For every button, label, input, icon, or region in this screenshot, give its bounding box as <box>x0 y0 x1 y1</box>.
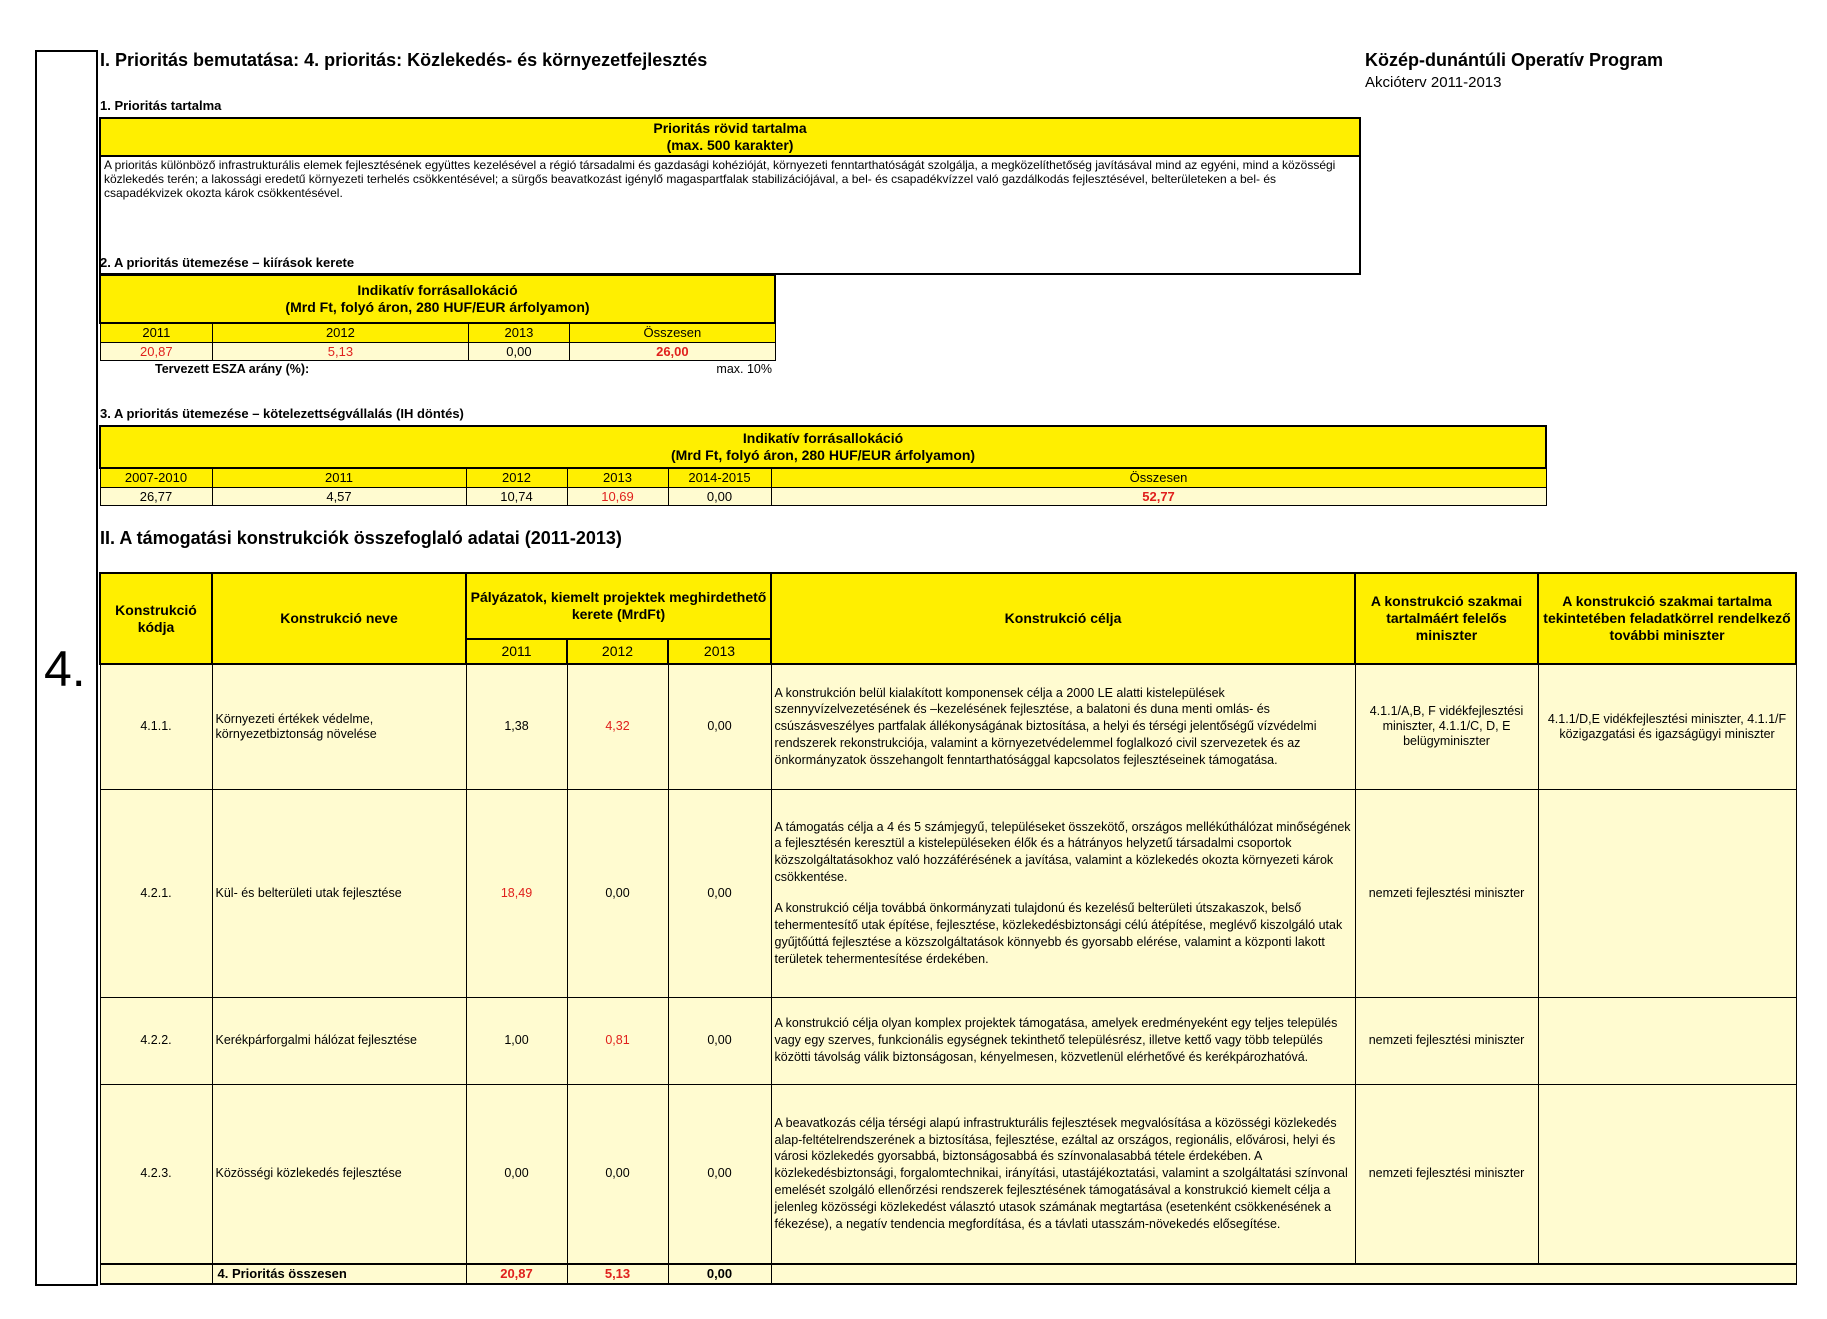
row-2012: 0,81 <box>567 997 668 1084</box>
commit-val-2007-2010: 26,77 <box>100 487 212 506</box>
row-2013: 0,00 <box>668 664 771 789</box>
col-header-name: Konstrukció neve <box>212 573 466 664</box>
call-val-2012: 5,13 <box>213 342 469 361</box>
col-header-budget: Pályázatok, kiemelt projektek meghirdethető kerete (MrdFt) <box>466 573 771 639</box>
row-code: 4.2.3. <box>100 1084 212 1264</box>
commit-val-2014-2015: 0,00 <box>668 487 771 506</box>
table-row <box>100 789 1796 997</box>
col-header-2013: 2013 <box>668 639 771 664</box>
commitment-header-line2: (Mrd Ft, folyó áron, 280 HUF/EUR árfolyamon) <box>670 447 976 463</box>
commitment-schedule-table <box>99 425 1547 506</box>
row-code: 4.1.1. <box>100 664 212 789</box>
commit-col-2012: 2012 <box>466 468 567 487</box>
col-header-other-minister: A konstrukció szakmai tartalma tekintetében feladatkörrel rendelkező további miniszter <box>1538 573 1796 664</box>
commit-col-2007-2010: 2007-2010 <box>100 468 212 487</box>
row-2011: 1,38 <box>466 664 567 789</box>
row-2011: 0,00 <box>466 1084 567 1264</box>
priority-content-body: A prioritás különböző infrastrukturális elemek fejlesztésének együttes kezelésével a régió társadalmi és gazdasági kohézióját, környezeti fenntarthatóságát szolgálja, a megközelíthetőség javításával mind az egyéni, mind a közösségi közlekedés terén; a lakossági eredetű környezeti terhelés csökkentésével; a sürgős beavatkozást igénylő magaspartfalak stabilizációjával, a bel- és csapadékvízzel való gazdálkodás fejlesztésével, belterületeken a bel- és csapadékvizek okozta károk csökkentésével. <box>100 156 1360 274</box>
priority-content-header <box>100 118 1360 156</box>
total-empty <box>100 1264 212 1284</box>
col-header-goal: Konstrukció célja <box>771 573 1355 664</box>
row-goal: A beavatkozás célja térségi alapú infrastrukturális fejlesztések megvalósítása a közösségi közlekedés alap-feltételrendszerének a biztosítása, fejlesztése, ezáltal az országos, regionális, elővárosi, helyi és városi közlekedés gyorsabbá, biztonságosabbá és színvonalasabbá tétele érdekében. A közlekedésbiztonsági, forgalomtechnikai, irányítási, utastájékoztatási, valamint a szolgáltatási színvonal emelését szolgáló ellenőrzési rendszerek fejlesztésének támogatásával a konstrukció kiemelt célja a jelenleg közösségi közlekedést választó utasok számának megtartása (esetenként csökkenésének a fékezése), a negatív tendencia megfordítása, és a távlati utasszám-növekedés elősegítése. <box>771 1084 1355 1264</box>
row-2013: 0,00 <box>668 1084 771 1264</box>
call-schedule-header <box>100 275 775 323</box>
row-2012: 0,00 <box>567 789 668 997</box>
row-2012: 4,32 <box>567 664 668 789</box>
row-minister: nemzeti fejlesztési miniszter <box>1355 997 1538 1084</box>
row-minister: nemzeti fejlesztési miniszter <box>1355 789 1538 997</box>
commit-val-2012: 10,74 <box>466 487 567 506</box>
part2-title: II. A támogatási konstrukciók összefoglaló adatai (2011-2013) <box>100 528 622 548</box>
row-2012: 0,00 <box>567 1084 668 1264</box>
commit-col-total: Összesen <box>771 468 1546 487</box>
total-2011: 20,87 <box>466 1264 567 1284</box>
call-col-2011: 2011 <box>100 323 213 342</box>
commit-val-total: 52,77 <box>771 487 1546 506</box>
call-col-2013: 2013 <box>468 323 570 342</box>
call-val-total: 26,00 <box>570 342 775 361</box>
row-goal-paragraph-1: A támogatás célja a 4 és 5 számjegyű, településeket összekötő, országos mellékúthálózat minőségének a fejlesztésén keresztül a kistelepüléseken élők és a hátrányos helyzetű társadalmi csoportok közszolgáltatásokhoz való hozzáférésének a javítása, valamint a közlekedés okozta környezeti károk csökkentése. <box>774 819 1351 885</box>
row-goal-paragraph-2: A konstrukció célja továbbá önkormányzati tulajdonú és kezelésű belterületi útszakaszok, belső tehermentesítő utak építése, fejlesztése, közlekedésbiztonsági célú átépítése, meglévő kiszolgáló utak gyűjtőúttá fejlesztése a közszolgáltatások könnyebb és gyorsabb elérése, valamint a központi lakott területek tehermentesítése érdekében. <box>774 901 1343 966</box>
commit-val-2013: 10,69 <box>567 487 668 506</box>
total-row <box>100 1264 1796 1284</box>
call-val-2013: 0,00 <box>468 342 570 361</box>
commit-col-2014-2015: 2014-2015 <box>668 468 771 487</box>
row-goal <box>771 789 1355 997</box>
priority-content-header-line1: Prioritás rövid tartalma <box>653 120 807 136</box>
total-2013: 0,00 <box>668 1264 771 1284</box>
total-2012: 5,13 <box>567 1264 668 1284</box>
section3-label: 3. A prioritás ütemezése – kötelezettségvállalás (IH döntés) <box>100 406 464 421</box>
call-col-2012: 2012 <box>213 323 469 342</box>
commitment-header-line1: Indikatív forrásallokáció <box>742 430 904 447</box>
commit-col-2011: 2011 <box>212 468 466 487</box>
col-header-minister: A konstrukció szakmai tartalmáért felelős miniszter <box>1355 573 1538 664</box>
table-row <box>100 664 1796 789</box>
row-other-minister: 4.1.1/D,E vidékfejlesztési miniszter, 4.1.1/F közigazgatási és igazságügyi miniszter <box>1538 664 1796 789</box>
program-subtitle: Akcióterv 2011-2013 <box>1365 74 1502 91</box>
row-minister: 4.1.1/A,B, F vidékfejlesztési miniszter, 4.1.1/C, D, E belügyminiszter <box>1355 664 1538 789</box>
row-name: Környezeti értékek védelme, környezetbiztonság növelése <box>212 664 466 789</box>
call-schedule-header-line1: Indikatív forrásallokáció <box>357 282 518 299</box>
commitment-header <box>100 426 1546 468</box>
row-2011: 1,00 <box>466 997 567 1084</box>
priority-content-table <box>99 117 1361 275</box>
row-2011: 18,49 <box>466 789 567 997</box>
side-number: 4. <box>44 641 86 697</box>
col-header-2011: 2011 <box>466 639 567 664</box>
total-filler <box>771 1264 1796 1284</box>
call-schedule-table <box>99 274 776 378</box>
table-row <box>100 1084 1796 1264</box>
call-val-2011: 20,87 <box>100 342 213 361</box>
total-label: 4. Prioritás összesen <box>212 1264 466 1284</box>
section2-label: 2. A prioritás ütemezése – kiírások kerete <box>100 255 355 270</box>
col-header-2012: 2012 <box>567 639 668 664</box>
table-row <box>100 997 1796 1084</box>
row-minister: nemzeti fejlesztési miniszter <box>1355 1084 1538 1264</box>
call-schedule-header-line2: (Mrd Ft, folyó áron, 280 HUF/EUR árfolyamon) <box>285 299 590 315</box>
row-name: Kerékpárforgalmi hálózat fejlesztése <box>212 997 466 1084</box>
construction-summary-table <box>99 572 1797 1285</box>
row-code: 4.2.1. <box>100 789 212 997</box>
esza-label: Tervezett ESZA arány (%): <box>155 362 310 377</box>
row-name: Kül- és belterületi utak fejlesztése <box>212 789 466 997</box>
commit-val-2011: 4,57 <box>212 487 466 506</box>
row-name: Közösségi közlekedés fejlesztése <box>212 1084 466 1264</box>
row-2013: 0,00 <box>668 997 771 1084</box>
row-goal: A konstrukció célja olyan komplex projektek támogatása, amelyek eredményeként egy teljes település vagy egy szerves, funkcionális egységnek tekinthető településrész, illetve kettő vagy több település közötti távolság válik biztonságosan, kényelmesen, közvetlenül elérhetővé és kerékpározhatóvá. <box>771 997 1355 1084</box>
row-other-minister <box>1538 997 1796 1084</box>
col-header-code: Konstrukció kódja <box>100 573 212 664</box>
section1-label: 1. Prioritás tartalma <box>100 98 222 113</box>
call-col-total: Összesen <box>570 323 775 342</box>
row-2013: 0,00 <box>668 789 771 997</box>
priority-content-header-line2: (max. 500 karakter) <box>666 136 794 153</box>
commit-col-2013: 2013 <box>567 468 668 487</box>
row-other-minister <box>1538 1084 1796 1264</box>
program-title: Közép-dunántúli Operatív Program <box>1365 50 1664 70</box>
row-goal: A konstrukción belül kialakított komponensek célja a 2000 LE alatti kistelepülések szennyvízelvezetésének és –kezelésének fejlesztése, a balatoni és duna menti omlás- és csúszásveszélyes partfalak állékonyságának biztosítása, a helyi és térségi jelentőségű vízvédelmi rendszerek rekonstrukciója, valamint a környezetvédelemmel foglalkozó civil szervezetek és az önkormányzatok összehangolt fenntarthatósággal kapcsolatos fejlesztéseinek támogatása. <box>771 664 1355 789</box>
row-code: 4.2.2. <box>100 997 212 1084</box>
esza-value: max. 10% <box>716 362 772 377</box>
page-title: I. Prioritás bemutatása: 4. prioritás: Közlekedés- és környezetfejlesztés <box>100 50 708 70</box>
row-other-minister <box>1538 789 1796 997</box>
